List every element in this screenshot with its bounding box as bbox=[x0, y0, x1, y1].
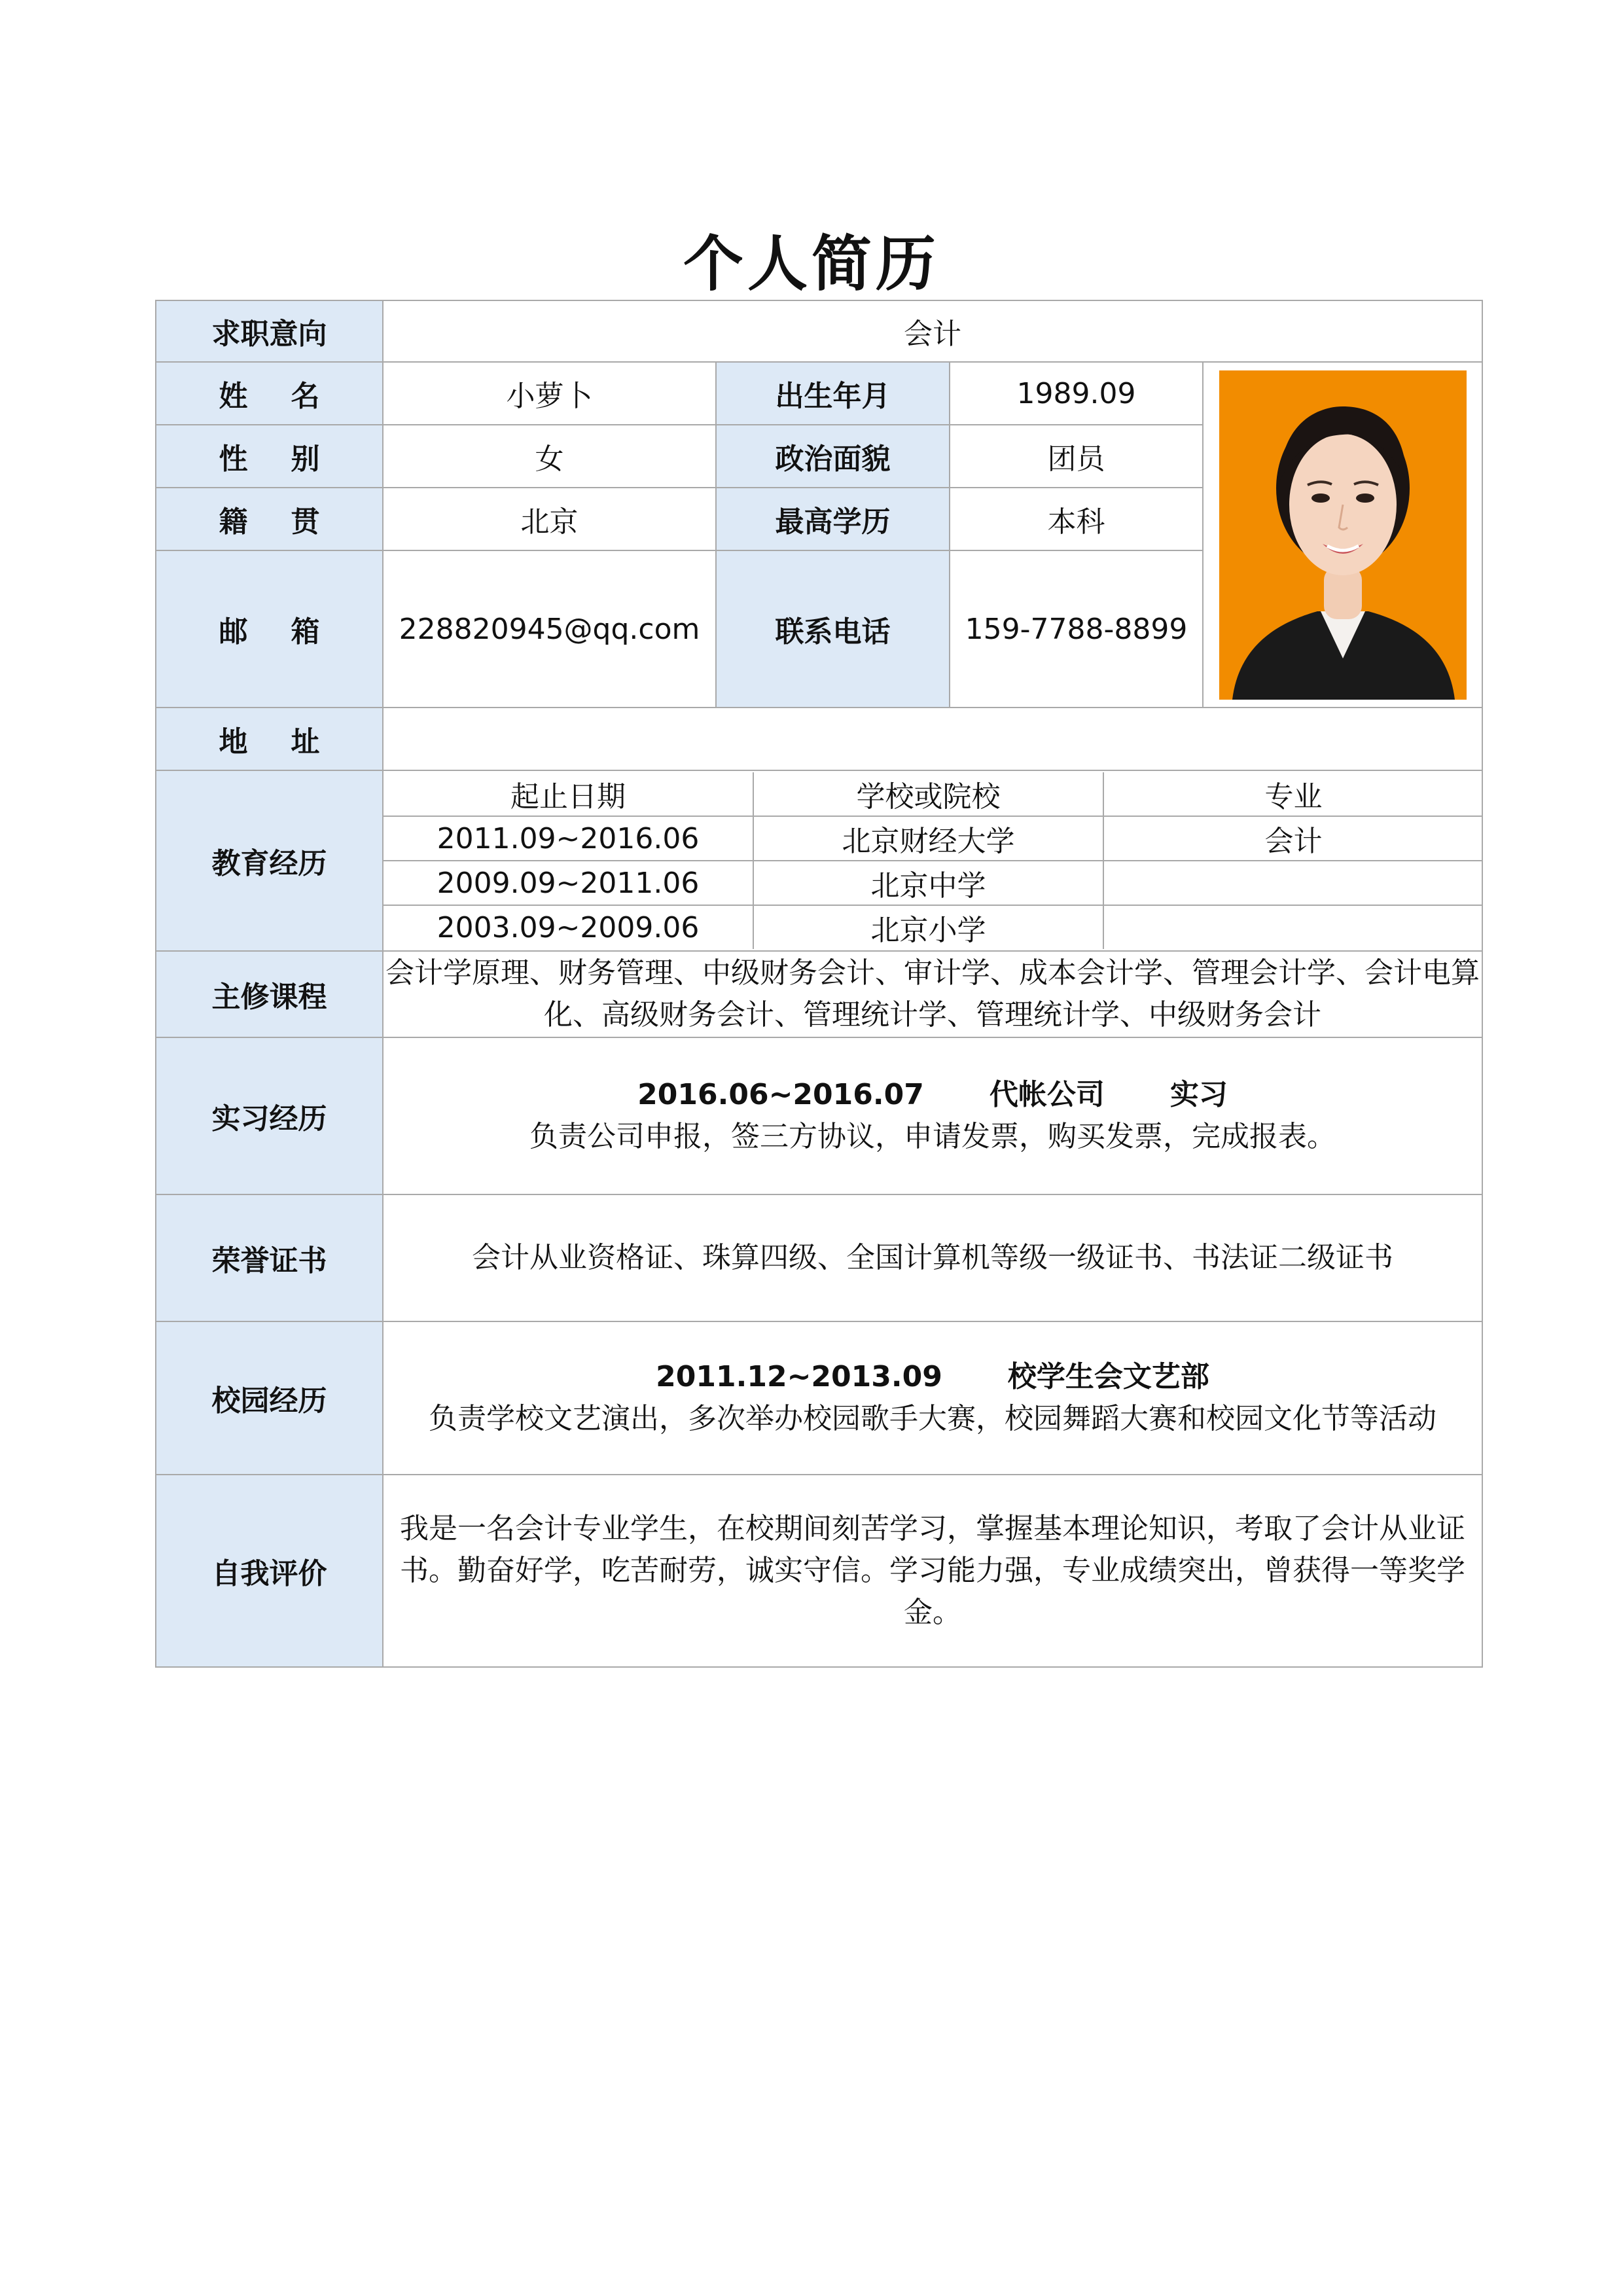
self-eval-text: 我是一名会计专业学生，在校期间刻苦学习，掌握基本理论知识，考取了会计从业证书。勤奋好学，吃苦耐劳，诚实守信。学习能力强，专业成绩突出，曾获得一等奖学金。 bbox=[383, 1475, 1482, 1667]
row-honors bbox=[156, 1194, 1482, 1321]
job-intention-value: 会计 bbox=[383, 300, 1482, 362]
table-row bbox=[383, 861, 1483, 905]
row-campus bbox=[156, 1321, 1482, 1475]
gender-value: 女 bbox=[383, 425, 716, 488]
internship-desc: 负责公司申报，签三方协议，申请发票，购买发票，完成报表。 bbox=[529, 1120, 1336, 1153]
internship-company: 代帐公司 bbox=[989, 1078, 1105, 1111]
political-label: 政治面貌 bbox=[716, 425, 950, 488]
edu-major: 会计 bbox=[1103, 816, 1483, 861]
courses-label: 主修课程 bbox=[156, 951, 383, 1037]
degree-label: 最高学历 bbox=[716, 488, 950, 550]
address-label: 地址 bbox=[156, 708, 383, 770]
internship-role: 实习 bbox=[1169, 1078, 1228, 1111]
origin-value: 北京 bbox=[383, 488, 716, 550]
phone-value: 159-7788-8899 bbox=[950, 550, 1203, 708]
name-value: 小萝卜 bbox=[383, 362, 716, 425]
internship-period: 2016.06~2016.07 bbox=[637, 1078, 924, 1111]
row-address bbox=[156, 708, 1482, 770]
gender-label: 性别 bbox=[156, 425, 383, 488]
education-cell bbox=[383, 770, 1482, 951]
job-intention-label: 求职意向 bbox=[156, 300, 383, 362]
political-value: 团员 bbox=[950, 425, 1203, 488]
self-eval-label: 自我评价 bbox=[156, 1475, 383, 1667]
row-name bbox=[156, 362, 1482, 425]
edu-major bbox=[1103, 861, 1483, 905]
degree-value: 本科 bbox=[950, 488, 1203, 550]
campus-cell bbox=[383, 1321, 1482, 1475]
education-table bbox=[383, 772, 1483, 949]
edu-date: 2009.09~2011.06 bbox=[383, 861, 753, 905]
birth-value: 1989.09 bbox=[950, 362, 1203, 425]
table-row bbox=[383, 905, 1483, 949]
row-internship bbox=[156, 1037, 1482, 1194]
row-self-eval bbox=[156, 1475, 1482, 1667]
row-job-intention bbox=[156, 300, 1482, 362]
education-label: 教育经历 bbox=[156, 770, 383, 951]
campus-org: 校学生会文艺部 bbox=[1007, 1360, 1209, 1393]
name-label: 姓名 bbox=[156, 362, 383, 425]
page-title: 个人简历 bbox=[683, 229, 940, 299]
phone-label: 联系电话 bbox=[716, 550, 950, 708]
campus-desc: 负责学校文艺演出，多次举办校园歌手大赛，校园舞蹈大赛和校园文化节等活动 bbox=[429, 1402, 1436, 1435]
email-value: 228820945@qq.com bbox=[383, 550, 716, 708]
campus-period: 2011.12~2013.09 bbox=[656, 1360, 942, 1393]
honors-text: 会计从业资格证、珠算四级、全国计算机等级一级证书、书法证二级证书 bbox=[383, 1194, 1482, 1321]
internship-heading bbox=[383, 1074, 1482, 1116]
edu-header-major: 专业 bbox=[1103, 772, 1483, 816]
internship-cell bbox=[383, 1037, 1482, 1194]
birth-label: 出生年月 bbox=[716, 362, 950, 425]
resume-table bbox=[155, 300, 1483, 1668]
edu-school: 北京财经大学 bbox=[753, 816, 1103, 861]
email-label: 邮箱 bbox=[156, 550, 383, 708]
row-courses bbox=[156, 951, 1482, 1037]
campus-heading bbox=[383, 1356, 1482, 1398]
edu-date: 2011.09~2016.06 bbox=[383, 816, 753, 861]
row-education bbox=[156, 770, 1482, 951]
edu-header-date: 起止日期 bbox=[383, 772, 753, 816]
photo-cell bbox=[1203, 362, 1482, 708]
campus-label: 校园经历 bbox=[156, 1321, 383, 1475]
portrait-photo bbox=[1219, 370, 1467, 700]
edu-school: 北京小学 bbox=[753, 905, 1103, 949]
origin-label: 籍贯 bbox=[156, 488, 383, 550]
edu-header-school: 学校或院校 bbox=[753, 772, 1103, 816]
table-row bbox=[383, 816, 1483, 861]
honors-label: 荣誉证书 bbox=[156, 1194, 383, 1321]
edu-major bbox=[1103, 905, 1483, 949]
edu-date: 2003.09~2009.06 bbox=[383, 905, 753, 949]
education-header-row bbox=[383, 772, 1483, 816]
courses-text: 会计学原理、财务管理、中级财务会计、审计学、成本会计学、管理会计学、会计电算化、高级财务会计、管理统计学、管理统计学、中级财务会计 bbox=[383, 951, 1482, 1037]
address-value bbox=[383, 708, 1482, 770]
internship-label: 实习经历 bbox=[156, 1037, 383, 1194]
edu-school: 北京中学 bbox=[753, 861, 1103, 905]
